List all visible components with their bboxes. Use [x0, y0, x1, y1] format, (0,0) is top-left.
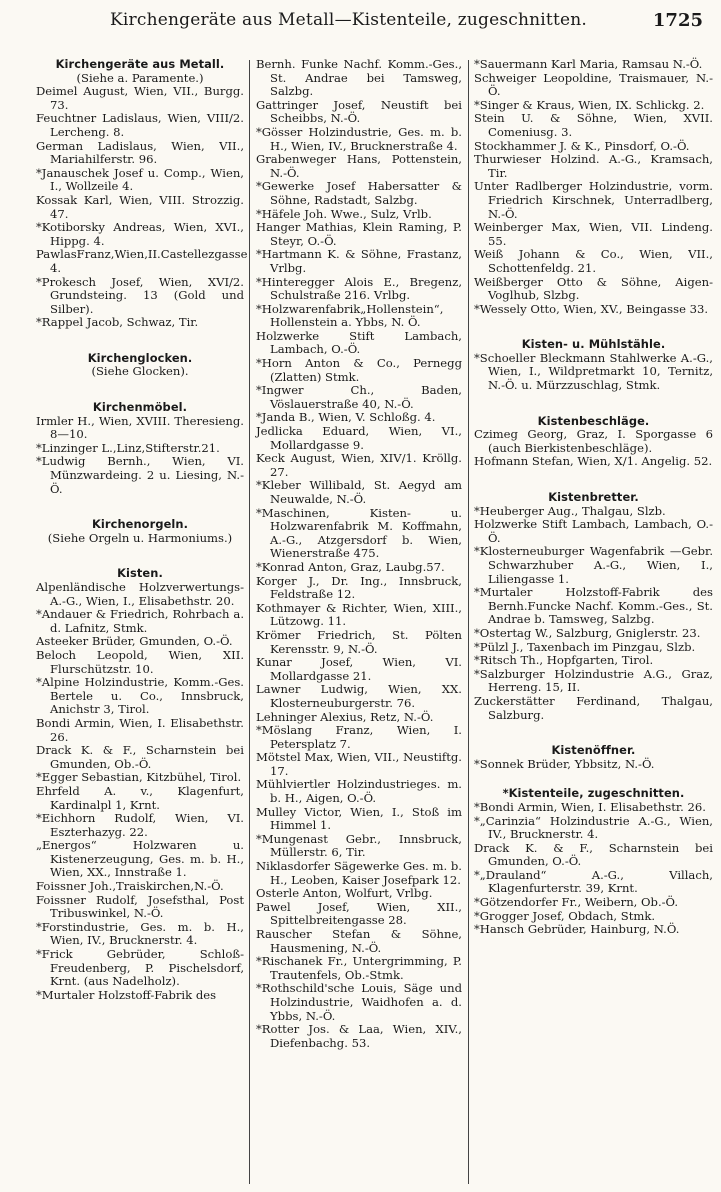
directory-entry: Deimel August, Wien, VII., Burgg. 73.: [36, 84, 244, 112]
directory-entry: *Salzburger Holzindustrie A.G., Graz, Herreng. 15, II.: [474, 666, 713, 695]
cross-reference-note: (Siehe Orgeln u. Harmoniums.): [47, 530, 233, 545]
section-spacer: [474, 316, 713, 338]
directory-entry: Irmler H., Wien, XVIII. Theresieng. 8—10.: [36, 413, 244, 442]
directory-entry: Gattringer Josef, Neustift bei Scheibbs, N.-Ö.: [256, 97, 462, 126]
directory-entry: *Bondi Armin, Wien, I. Elisabethstr. 26.: [474, 799, 706, 814]
directory-entry: *Hartmann K. & Söhne, Frastanz, Vrlbg.: [256, 247, 462, 275]
directory-columns: [36, 58, 713, 1186]
directory-entry: Kossak Karl, Wien, VIII. Strozzig. 47.: [36, 192, 244, 221]
directory-entry: Drack K. & F., Scharnstein bei Gmunden, O.-Ö.: [474, 840, 713, 869]
directory-entry: German Ladislaus, Wien, VII., Mariahilferstr. 96.: [36, 138, 244, 167]
directory-entry: Mühlviertler Holzindustrieges. m. b. H., Aigen, O.-Ö.: [256, 777, 462, 806]
section-heading: Kisten- u. Mühlstähle.: [521, 337, 666, 352]
directory-entry: *Mungenast Gebr., Innsbruck, Müllerstr. 6, Tir.: [256, 831, 462, 860]
directory-entry: Holzwerke Stift Lambach, Lambach, O.-Ö.: [256, 328, 462, 357]
column-left: [36, 57, 248, 1002]
directory-entry: *Frick Gebrüder, Schloß-Freudenberg, P. Pischelsdorf, Krnt. (aus Nadelholz).: [36, 947, 244, 989]
directory-entry: *Grogger Josef, Obdach, Stmk.: [474, 908, 656, 923]
directory-entry: *Götzendorfer Fr., Weibern, Ob.-Ö.: [474, 895, 679, 910]
directory-entry: *Hinteregger Alois E., Bregenz, Schulstraße 216. Vrlbg.: [256, 274, 462, 303]
section-heading: Kirchengeräte aus Metall.: [55, 57, 225, 71]
directory-entry: *Rischanek Fr., Untergrimming, P. Trautenfels, Ob.-Stmk.: [256, 954, 462, 982]
section-spacer: [36, 496, 244, 518]
directory-entry: Asteeker Brüder, Gmunden, O.-Ö.: [36, 634, 233, 649]
section-spacer: [36, 379, 244, 401]
directory-entry: *Sauermann Karl Maria, Ramsau N.-Ö.: [474, 57, 703, 71]
section-heading: Kirchenorgeln.: [91, 517, 189, 532]
directory-entry: Kunar Josef, Wien, VI. Mollardgasse 21.: [256, 655, 462, 683]
column-divider: [249, 60, 250, 1184]
directory-entry: *Horn Anton & Co., Pernegg (Zlatten) Stmk.: [256, 356, 462, 384]
directory-entry: *Forstindustrie, Ges. m. b. H., Wien, IV., Brucknerstr. 4.: [36, 919, 244, 948]
directory-entry: *Eichhorn Rudolf, Wien, VI. Eszterhazyg. 22.: [36, 811, 244, 839]
directory-entry: *Egger Sebastian, Kitzbühel, Tirol.: [36, 770, 242, 785]
directory-entry: Feuchtner Ladislaus, Wien, VIII/2. Lercheng. 8.: [36, 111, 244, 139]
section-spacer: [474, 393, 713, 415]
directory-entry: Holzwerke Stift Lambach, Lambach, O.-Ö.: [474, 517, 713, 545]
directory-entry: *Schoeller Bleckmann Stahlwerke A.-G., Wien, I., Wildpretmarkt 10, Ternitz, N.-Ö. u. Mürzzuschlag, Stmk.: [474, 350, 713, 393]
directory-entry: Schweiger Leopoldine, Traismauer, N.-Ö.: [474, 70, 713, 99]
directory-entry: Czimeg Georg, Graz, I. Sporgasse 6 (auch Bierkistenbeschläge).: [474, 427, 713, 455]
directory-entry: Korger J., Dr. Ing., Innsbruck, Feldstraße 12.: [256, 573, 462, 602]
section-spacer: [474, 469, 713, 491]
section-heading: Kirchenglocken.: [87, 350, 193, 365]
directory-entry: *Klosterneuburger Wagenfabrik —Gebr. Schwarzhuber A.-G., Wien, I., Liliengasse 1.: [474, 544, 713, 586]
directory-entry: „Energos“ Holzwaren u. Kistenerzeugung, Ges. m. b. H., Wien, XX., Innstraße 1.: [36, 838, 244, 880]
page-header: [20, 10, 707, 40]
directory-entry: *Konrad Anton, Graz, Laubg.57.: [256, 559, 445, 574]
cross-reference-note: (Siehe Glocken).: [91, 364, 189, 379]
directory-entry: *Rothschild'sche Louis, Säge und Holzindustrie, Waidhofen a. d. Ybbs, N.-Ö.: [256, 981, 462, 1023]
page-number: 1725: [652, 10, 703, 31]
directory-entry: *Andauer & Friedrich, Rohrbach a. d. Lafnitz, Stmk.: [36, 607, 244, 635]
page-title: Kirchengeräte aus Metall—Kistenteile, zugeschnitten.: [110, 10, 588, 30]
directory-entry: Unter Radlberger Holzindustrie, vorm. Friedrich Kirschnek, Unterradlberg, N.-Ö.: [474, 179, 713, 221]
directory-entry: *Häfele Joh. Wwe., Sulz, Vrlb.: [256, 206, 432, 221]
section-spacer: [36, 545, 244, 567]
directory-entry: Weißberger Otto & Söhne, Aigen-Voglhub, Slzbg.: [474, 274, 713, 303]
section-spacer: [474, 722, 713, 744]
directory-entry: *Kleber Willibald, St. Aegyd am Neuwalde, N.-Ö.: [256, 478, 462, 506]
directory-entry: *„Drauland“ A.-G., Villach, Klagenfurterstr. 39, Krnt.: [474, 867, 713, 896]
directory-entry: *Janauschek Josef u. Comp., Wien, I., Wollzeile 4.: [36, 165, 244, 194]
directory-entry: Keck August, Wien, XIV/1. Kröllg. 27.: [256, 451, 462, 479]
directory-entry: Beloch Leopold, Wien, XII. Flurschützstr. 10.: [36, 647, 244, 676]
directory-entry: Drack K. & F., Scharnstein bei Gmunden, Ob.-Ö.: [36, 743, 244, 771]
column-middle: [256, 58, 462, 1050]
section-spacer: [36, 330, 244, 352]
directory-entry: *Singer & Kraus, Wien, IX. Schlickg. 2.: [474, 97, 705, 112]
directory-entry: Osterle Anton, Wolfurt, Vrlbg.: [256, 886, 433, 901]
directory-entry: Bernh. Funke Nachf. Komm.-Ges., St. Andrae bei Tamsweg, Salzbg.: [256, 57, 462, 99]
directory-entry: *Rappel Jacob, Schwaz, Tir.: [36, 315, 199, 330]
section-heading: Kirchenmöbel.: [92, 400, 188, 415]
directory-entry: *Maschinen, Kisten- u. Holzwarenfabrik M. Koffmahn, A.-G., Atzgersdorf b. Wien, Wienerstraße 475.: [256, 505, 462, 561]
directory-entry: *Pülzl J., Taxenbach im Pinzgau, Slzb.: [474, 639, 696, 654]
directory-entry: Stein U. & Söhne, Wien, XVII. Comeniusg. 3.: [474, 111, 713, 139]
directory-entry: Weiß Johann & Co., Wien, VII., Schottenfeldg. 21.: [474, 247, 713, 275]
directory-entry: *Sonnek Brüder, Ybbsitz, N.-Ö.: [474, 756, 655, 771]
directory-entry: *Linzinger L.,Linz,Stifterstr.21.: [36, 440, 220, 455]
section-heading: Kistenbretter.: [548, 490, 639, 505]
directory-entry: Alpenländische Holzverwertungs-A.-G., Wien, I., Elisabethstr. 20.: [36, 580, 244, 608]
directory-entry: *Kotiborsky Andreas, Wien, XVI., Hippg. 4.: [36, 220, 244, 248]
directory-entry: Bondi Armin, Wien, I. Elisabethstr. 26.: [36, 715, 244, 744]
directory-entry: *Holzwarenfabrik„Hollenstein“, Hollenstein a. Ybbs, N. Ö.: [256, 301, 444, 330]
directory-entry: *Ludwig Bernh., Wien, VI. Münzwardeing. 2 u. Liesing, N.-Ö.: [36, 454, 244, 496]
directory-entry: Mötstel Max, Wien, VII., Neustiftg. 17.: [256, 750, 462, 778]
section-spacer: [474, 771, 713, 787]
directory-entry: Niklasdorfer Sägewerke Ges. m. b. H., Leoben, Kaiser Josefpark 12.: [256, 859, 462, 887]
directory-entry: *Murtaler Holzstoff-Fabrik des Bernh.Funcke Nachf. Komm.-Ges., St. Andrae b. Tamsweg, Salzbg.: [474, 585, 713, 627]
directory-entry: Mulley Victor, Wien, I., Stoß im Himmel 1.: [256, 804, 462, 833]
directory-entry: PawlasFranz,Wien,II.Castellezgasse 4.: [36, 247, 248, 275]
directory-entry: Grabenweger Hans, Pottenstein, N.-Ö.: [256, 152, 462, 180]
directory-entry: Weinberger Max, Wien, VII. Lindeng. 55.: [474, 220, 713, 248]
directory-entry: *Janda B., Wien, V. Schloßg. 4.: [256, 410, 436, 425]
directory-entry: Thurwieser Holzind. A.-G., Kramsach, Tir.: [474, 152, 713, 180]
directory-entry: Rauscher Stefan & Söhne, Hausmening, N.-Ö.: [256, 927, 462, 955]
column-divider: [468, 60, 469, 1184]
directory-entry: *Ingwer Ch., Baden, Vöslauerstraße 40, N.-Ö.: [256, 383, 462, 411]
section-heading: Kistenbeschläge.: [537, 413, 650, 428]
directory-entry: *Gewerke Josef Habersatter & Söhne, Radstadt, Salzbg.: [256, 179, 462, 207]
section-heading: Kisten.: [117, 566, 163, 581]
directory-entry: *Alpine Holzindustrie, Komm.-Ges. Bertele u. Co., Innsbruck, Anichstr 3, Tirol.: [36, 675, 244, 717]
directory-entry: Hofmann Stefan, Wien, X/1. Angelig. 52.: [474, 454, 713, 469]
directory-entry: *Rotter Jos. & Laa, Wien, XIV., Diefenbachg. 53.: [256, 1022, 462, 1050]
directory-entry: Lehninger Alexius, Retz, N.-Ö.: [256, 709, 434, 724]
section-heading: *Kistenteile, zugeschnitten.: [502, 786, 685, 801]
directory-entry: Jedlicka Eduard, Wien, VI., Mollardgasse 9.: [256, 424, 462, 452]
section-heading: Kistenöffner.: [551, 743, 636, 758]
directory-entry: Pawel Josef, Wien, XII., Spittelbreitengasse 28.: [256, 899, 462, 928]
directory-entry: Lawner Ludwig, Wien, XX. Klosterneuburgerstr. 76.: [256, 682, 462, 710]
directory-entry: *Prokesch Josef, Wien, XVI/2. Grundsteing. 13 (Gold und Silber).: [36, 274, 244, 316]
directory-entry: Foissner Joh.,Traiskirchen,N.-Ö.: [36, 879, 224, 894]
column-right: [474, 58, 713, 937]
cross-reference-note: (Siehe a. Paramente.): [76, 70, 204, 85]
directory-entry: Ehrfeld A. v., Klagenfurt, Kardinalpl 1, Krnt.: [36, 783, 244, 812]
directory-entry: *Wessely Otto, Wien, XV., Beingasse 33.: [474, 301, 709, 316]
directory-entry: Foissner Rudolf, Josefsthal, Post Tribuswinkel, N.-Ö.: [36, 892, 244, 921]
directory-entry: Zuckerstätter Ferdinand, Thalgau, Salzburg.: [474, 693, 713, 722]
directory-entry: *Heuberger Aug., Thalgau, Slzb.: [474, 503, 666, 518]
directory-entry: *Ritsch Th., Hopfgarten, Tirol.: [474, 653, 654, 668]
directory-entry: *Ostertag W., Salzburg, Gniglerstr. 23.: [474, 625, 701, 640]
directory-entry: *„Carinzia“ Holzindustrie A.-G., Wien, IV., Brucknerstr. 4.: [474, 813, 713, 842]
directory-entry: *Murtaler Holzstoff-Fabrik des: [36, 987, 217, 1002]
directory-entry: Kothmayer & Richter, Wien, XIII., Lützowg. 11.: [256, 600, 462, 629]
directory-entry: *Möslang Franz, Wien, I. Petersplatz 7.: [256, 723, 462, 751]
directory-entry: Krömer Friedrich, St. Pölten Kerensstr. 9, N.-Ö.: [256, 627, 462, 656]
directory-entry: *Gösser Holzindustrie, Ges. m. b. H., Wien, IV., Brucknerstraße 4.: [256, 124, 462, 153]
directory-entry: *Hansch Gebrüder, Hainburg, N.Ö.: [474, 922, 680, 937]
directory-entry: Stockhammer J. & K., Pinsdorf, O.-Ö.: [474, 138, 690, 153]
directory-entry: Hanger Mathias, Klein Raming, P. Steyr, O.-Ö.: [256, 220, 462, 248]
